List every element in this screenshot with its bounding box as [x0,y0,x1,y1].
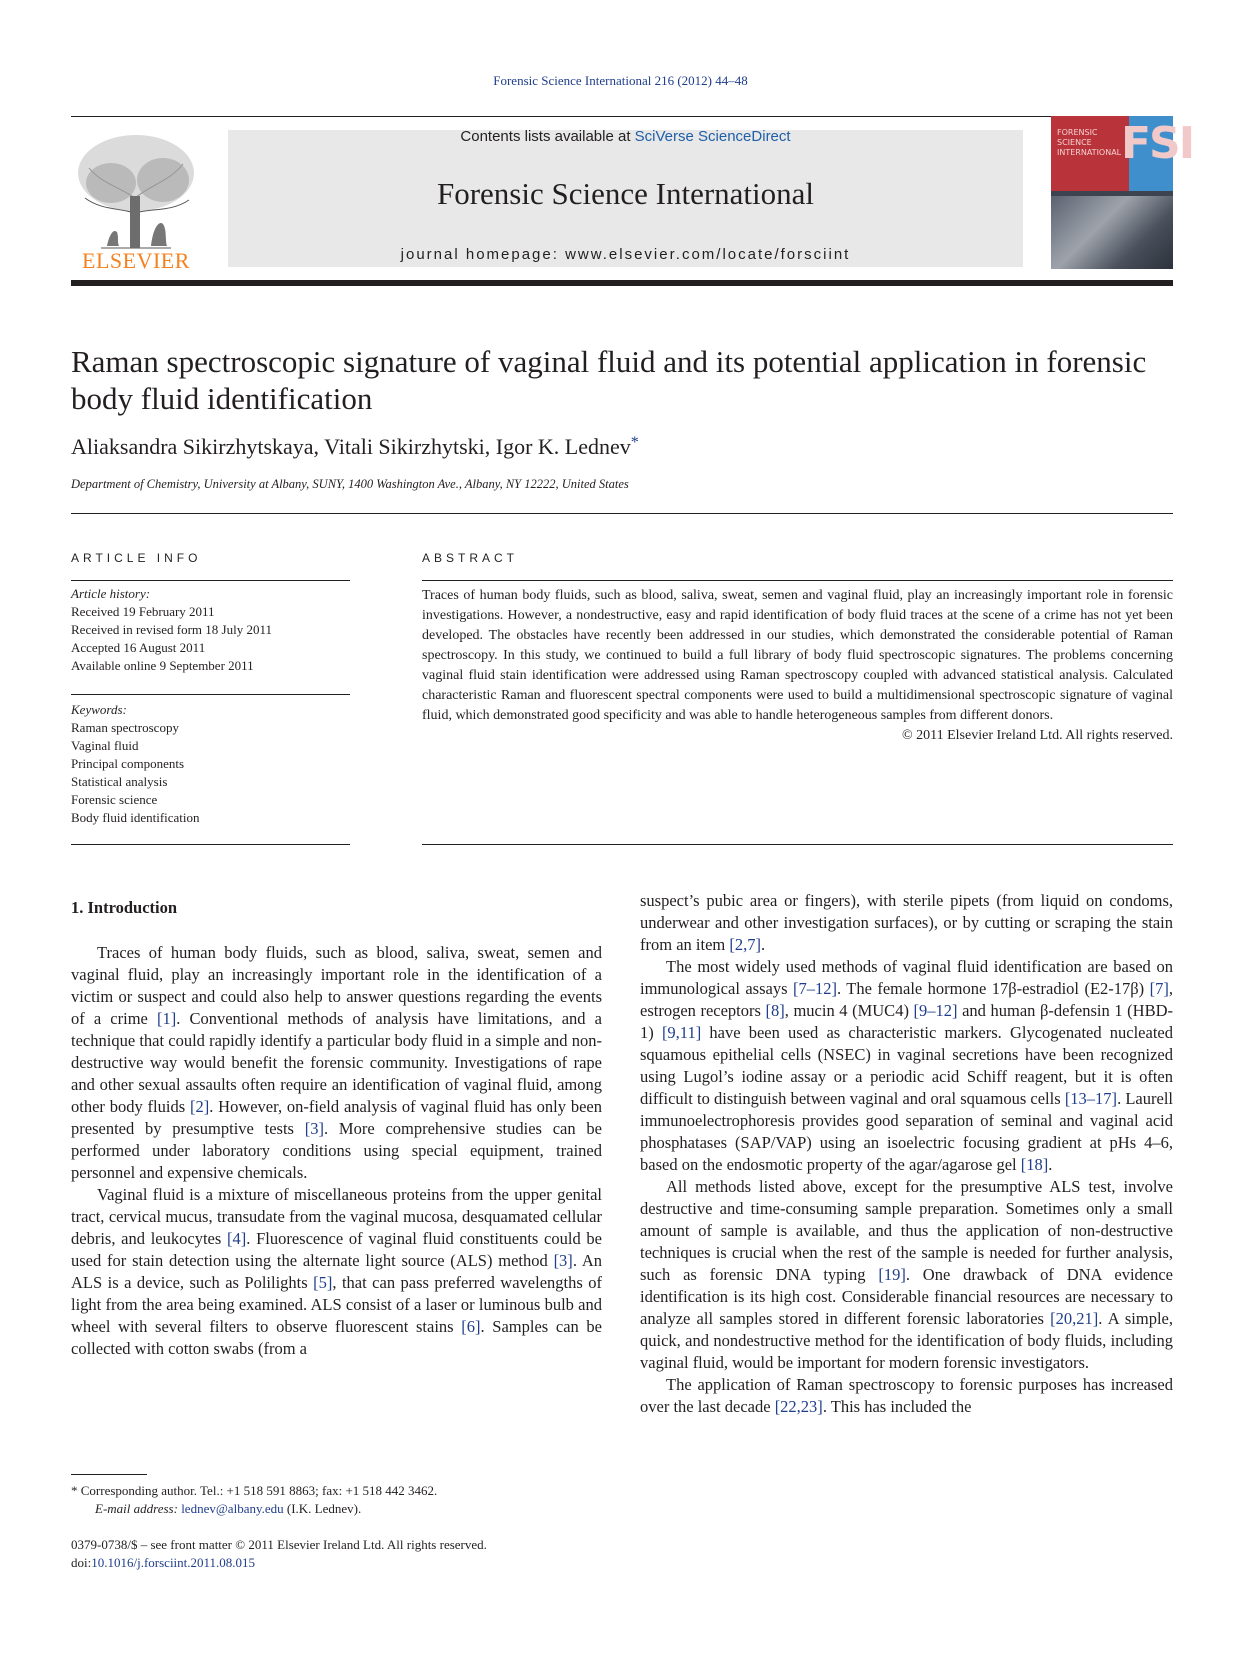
citation-link[interactable]: [6] [461,1317,481,1336]
email-suffix: (I.K. Lednev). [283,1501,362,1516]
citation-link[interactable]: [5] [313,1273,333,1292]
article-info-rule [71,580,350,581]
text-run: All methods listed above, except for the presumptive ALS test, involve destructive and time-consuming sample preparation. Sometimes only a small amount of sample is available, and thus the application of non-destructive techniques is crucial when the rest of the sample is needed for further analysis, such as forensic DNA typing [640,1177,1173,1284]
text-run: . [760,935,766,954]
footnote-mark: * [71,1483,78,1498]
abstract-text [422,586,1173,746]
intro-paragraph-5 [640,1374,1173,1418]
text-run: . Conventional methods of analysis have limitations, and a technique that could rapidly identify a particular body fluid in a simple and non-destructive way would benefit the forensic community. Investigations of rape and other sexual assaults often require an identification of vaginal fluid, among other body fluids [71,1009,602,1116]
contents-prefix: Contents lists available at [460,128,635,145]
text-run: The most widely used methods of vaginal fluid identification are based on immunological assays [640,957,1173,998]
author-list [71,434,1171,460]
keyword-item: Raman spectroscopy [71,720,179,735]
email-label: E-mail address: [95,1501,182,1516]
citation-link[interactable]: [2,7] [729,935,761,954]
keyword-item: Body fluid identification [71,810,200,825]
front-matter [71,1536,631,1572]
abstract-rule [422,580,1173,581]
citation-link[interactable]: [4] [227,1229,247,1248]
citation-link[interactable]: [2] [189,1097,210,1116]
citation-link[interactable]: [19] [878,1265,906,1284]
text-run: have been used as characteristic markers. Glycogenated nucleated squamous epithelial cells (NSEC) in vaginal secretions have been recognized using Lugol’s iodine assay or a periodic acid Schiff reagent, but it is often difficult to distinguish between vaginal and oral squamous cells [640,1023,1173,1108]
journal-homepage-link[interactable]: journal homepage: www.elsevier.com/locate/forsciint [400,246,851,263]
info-top-rule [71,513,1173,514]
citation-link[interactable]: [9,11] [661,1023,702,1042]
front-matter-line: 0379-0738/$ – see front matter © 2011 Elsevier Ireland Ltd. All rights reserved. [71,1537,487,1552]
publisher-logo-text[interactable]: ELSEVIER [82,248,190,273]
corresponding-text: Corresponding author. Tel.: +1 518 591 8863; fax: +1 518 442 3462. [77,1483,438,1498]
citation-link[interactable]: [3] [304,1119,325,1138]
keywords-rule [71,694,350,695]
history-revised: Received in revised form 18 July 2011 [71,622,272,637]
text-run: Traces of human body fluids, such as blood, saliva, sweat, semen and vaginal fluid, play an increasingly important role in the identification of a victim or suspect and could also help to answer questions regarding the events of a crime [71,943,602,1028]
citation-link[interactable]: [7–12] [792,979,837,998]
text-run: , mucin 4 (MUC4) [784,1001,914,1020]
citation-link[interactable]: [22,23] [774,1397,823,1416]
citation-link[interactable]: [18] [1020,1155,1049,1174]
text-run: and human β-defensin 1 (HBD-1) [640,1001,1173,1042]
text-run: . An ALS is a device, such as Polilights [71,1251,602,1292]
info-bottom-rule [71,844,350,845]
text-run: . This has included the [822,1397,972,1416]
email-line [71,1500,631,1518]
keywords [71,701,351,827]
doi-line [71,1554,631,1572]
text-run: . Laurell immunoelectrophoresis provides good separation of seminal and vaginal acid phosphatases (SAP/VAP) using an isoelectric focusing gradient at pHs 4–6, based on the endosmotic property of the agar/agarose gel [640,1089,1173,1174]
journal-name: Forensic Science International [436,176,815,211]
doi-link[interactable]: 10.1016/j.forsciint.2011.08.015 [91,1555,256,1570]
citation-link[interactable]: [9–12] [913,1001,958,1020]
citation-link[interactable]: [20,21] [1050,1309,1099,1328]
text-run: suspect’s pubic area or fingers), with sterile pipets (from liquid on condoms, underwear and other investigation surfaces), or by cutting or scraping the stain from an item [640,891,1173,954]
affiliation: Department of Chemistry, University at Albany, SUNY, 1400 Washington Ave., Albany, NY 12222, United States [71,477,629,491]
text-run: . [1048,1155,1053,1174]
article-info-label: ARTICLE INFO [71,551,202,565]
sciencedirect-link[interactable]: SciVerse ScienceDirect [634,128,791,145]
citation-link[interactable]: [3] [553,1251,573,1270]
article-history-head: Article history: [71,586,151,601]
email-link[interactable]: lednev@albany.edu [181,1501,284,1516]
keywords-head: Keywords: [71,702,127,717]
abstract-bottom-rule [422,844,1173,845]
contents-line [228,128,1023,145]
cover-photo [1051,196,1173,269]
keyword-item: Vaginal fluid [71,738,139,753]
header-thick-rule [71,280,1173,286]
article-title: Raman spectroscopic signature of vaginal fluid and its potential application in forensic body fluid identification [71,344,1147,416]
footnote-rule [71,1474,147,1475]
intro-paragraph-2 [71,1184,602,1360]
citation-link[interactable]: [1] [156,1009,177,1028]
right-column [640,890,1173,1418]
text-run: The application of Raman spectroscopy to forensic purposes has increased over the last decade [640,1375,1173,1416]
text-run: , estrogen receptors [640,979,1173,1020]
keyword-item: Forensic science [71,792,158,807]
abstract-body: Traces of human body fluids, such as blood, saliva, sweat, semen and vaginal fluid, play an increasingly important role in forensic investigations. However, a nondestructive, easy and rapid identification of body fluid traces at the scene of a crime has not yet been developed. The obstacles have recently been addressed in our studies, which demonstrated the considerable potential of Raman spectroscopy. In this study, we continued to build a full library of body fluid spectroscopic signatures. The problems concerning vaginal fluid stain identification were addressed using Raman spectroscopy coupled with advanced statistical analysis. Calculated characteristic Raman and fluorescent spectral components were used to build a multidimensional spectroscopic signature of vaginal fluid, which demonstrated good specificity and was able to handle heterogeneous samples from different donors. [422,588,1173,723]
journal-reference[interactable]: Forensic Science International 216 (2012) 44–48 [493,73,748,88]
abstract-copyright: © 2011 Elsevier Ireland Ltd. All rights reserved. [902,728,1173,743]
history-accepted: Accepted 16 August 2011 [71,640,206,655]
section-heading-introduction: 1. Introduction [71,898,178,917]
text-run: . A simple, quick, and nondestructive method for the identification of body fluids, including vaginal fluid, would be important for modern forensic investigators. [640,1309,1174,1372]
text-run: Vaginal fluid is a mixture of miscellaneous proteins from the upper genital tract, cervical mucus, transudate from the vaginal mucosa, desquamated cellular debris, and leukocytes [71,1185,602,1248]
corresponding-author-note [71,1482,631,1500]
footnote [71,1482,631,1518]
authors-text: Aliaksandra Sikirzhytskaya, Vitali Sikirzhytski, Igor K. Lednev [71,434,631,459]
text-run: . The female hormone 17β-estradiol (E2-17β) [836,979,1150,998]
citation-link[interactable]: [13–17] [1064,1089,1118,1108]
text-run: . Fluorescence of vaginal fluid constituents could be used for stain detection using the alternate light source (ALS) method [71,1229,602,1270]
history-received: Received 19 February 2011 [71,604,215,619]
text-run: . One drawback of DNA evidence identification is its high cost. Considerable financial resources are necessary to analyze all samples stored in different forensic laboratories [640,1265,1173,1328]
intro-paragraph-3 [640,956,1173,1176]
intro-paragraph-continued [640,890,1173,956]
keyword-item: Principal components [71,756,185,771]
text-run: . More comprehensive studies can be performed under laboratory conditions using special equipment, trained personnel and expensive chemicals. [71,1119,602,1182]
citation-link[interactable]: [8] [765,1001,785,1020]
journal-cover-image[interactable] [1051,116,1194,269]
text-run: . Samples can be collected with cotton swabs (from a [71,1317,603,1358]
article-history [71,585,351,675]
corresponding-author-mark[interactable]: * [630,434,639,451]
history-online: Available online 9 September 2011 [71,658,254,673]
intro-paragraph-4 [640,1176,1173,1374]
keyword-item: Statistical analysis [71,774,168,789]
doi-prefix: doi: [71,1555,92,1570]
citation-link[interactable]: [7] [1149,979,1169,998]
text-run: . However, on-field analysis of vaginal fluid has only been presented by presumptive tests [71,1097,602,1138]
intro-paragraph-1 [71,942,602,1184]
abstract-label: ABSTRACT [422,551,519,565]
cover-letters: FSI [1121,118,1194,169]
cover-title-text: FORENSIC SCIENCE INTERNATIONAL [1057,128,1122,157]
text-run: , that can pass preferred wavelengths of light from the area being examined. ALS consist of a laser or luminous bulb and wheel with several filters to observe fluorescent stains [71,1273,602,1336]
left-column [71,942,602,1360]
header-top-rule [71,116,1171,117]
